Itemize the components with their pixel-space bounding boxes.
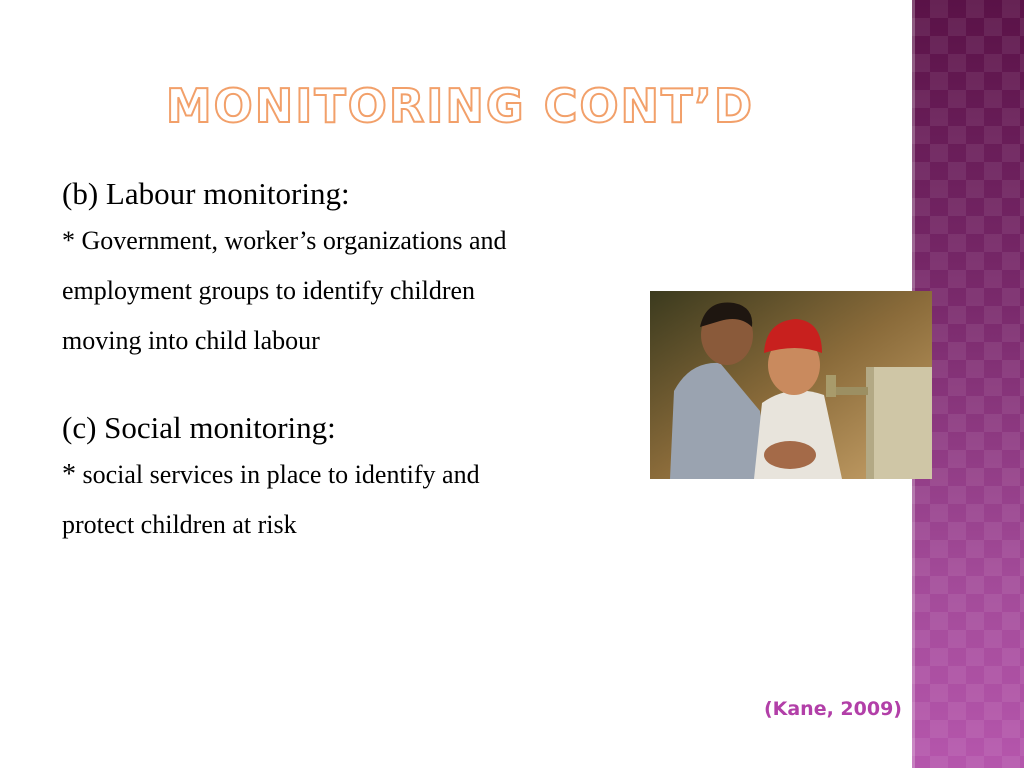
social-monitoring-heading: (c) Social monitoring:: [62, 410, 336, 445]
bullet-star: *: [62, 459, 76, 490]
social-line-1: [62, 450, 662, 500]
labour-line-1: * Government, worker’s organizations and: [62, 226, 507, 255]
labour-line-2: employment groups to identify children: [62, 276, 476, 305]
social-line-1-text: social services in place to identify and: [82, 460, 480, 489]
labour-monitoring-heading: (b) Labour monitoring:: [62, 176, 350, 211]
labour-line-3: moving into child labour: [62, 326, 320, 355]
slide-body: [62, 172, 662, 550]
children-at-tap-photo: [650, 291, 932, 479]
social-line-2: protect children at risk: [62, 510, 297, 539]
citation: (Kane, 2009): [763, 698, 902, 720]
photo-illustration: [650, 291, 932, 479]
slide-title: MONITORING CONT’D: [165, 79, 755, 133]
spacer: [62, 366, 662, 406]
